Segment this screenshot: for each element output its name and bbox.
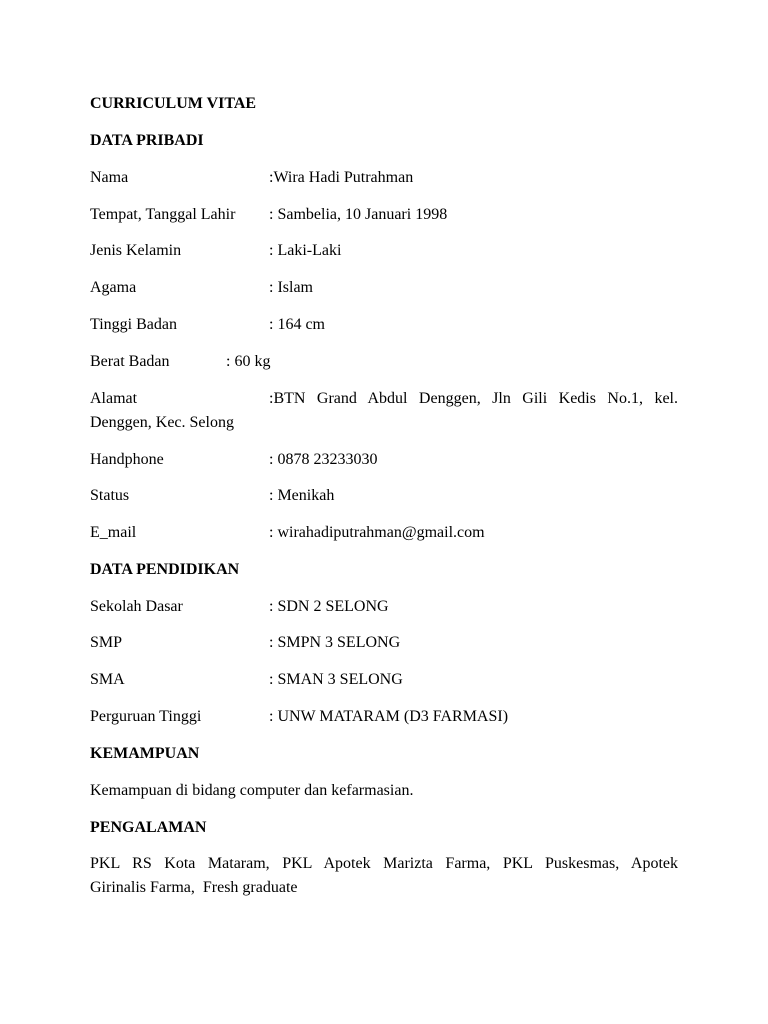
- label-smp: SMP: [90, 634, 123, 651]
- label-handphone: Handphone: [90, 451, 164, 468]
- label-sekolah-dasar: Sekolah Dasar: [90, 598, 183, 615]
- section-heading-data-pendidikan: DATA PENDIDIKAN: [90, 561, 240, 578]
- section-heading-pengalaman: PENGALAMAN: [90, 819, 207, 836]
- section-heading-data-pribadi: DATA PRIBADI: [90, 132, 204, 149]
- value-tempat-tanggal-lahir: : Sambelia, 10 Januari 1998: [269, 206, 448, 223]
- value-jenis-kelamin: : Laki-Laki: [269, 242, 342, 259]
- value-berat-badan: : 60 kg: [226, 353, 271, 370]
- label-berat-badan: Berat Badan: [90, 353, 170, 370]
- pengalaman-text-line1: PKL RS Kota Mataram, PKL Apotek Marizta Farma, PKL Puskesmas, Apotek: [90, 855, 678, 872]
- label-email: E_mail: [90, 524, 137, 541]
- document-title: CURRICULUM VITAE: [90, 95, 257, 112]
- kemampuan-text: Kemampuan di bidang computer dan kefarmasian.: [90, 782, 414, 799]
- value-nama: :Wira Hadi Putrahman: [269, 169, 414, 186]
- value-status: : Menikah: [269, 487, 335, 504]
- pengalaman-text-line2: Girinalis Farma, Fresh graduate: [90, 879, 298, 896]
- label-tempat-tanggal-lahir: Tempat, Tanggal Lahir: [90, 206, 236, 223]
- value-perguruan-tinggi: : UNW MATARAM (D3 FARMASI): [269, 708, 509, 725]
- value-tinggi-badan: : 164 cm: [269, 316, 325, 333]
- label-agama: Agama: [90, 279, 137, 296]
- value-handphone: : 0878 23233030: [269, 451, 378, 468]
- label-sma: SMA: [90, 671, 125, 688]
- label-status: Status: [90, 487, 130, 504]
- section-heading-kemampuan: KEMAMPUAN: [90, 745, 200, 762]
- value-agama: : Islam: [269, 279, 313, 296]
- label-perguruan-tinggi: Perguruan Tinggi: [90, 708, 202, 725]
- label-jenis-kelamin: Jenis Kelamin: [90, 242, 182, 259]
- label-alamat: Alamat: [90, 390, 138, 407]
- label-tinggi-badan: Tinggi Badan: [90, 316, 177, 333]
- label-nama: Nama: [90, 169, 129, 186]
- value-sma: : SMAN 3 SELONG: [269, 671, 403, 688]
- value-alamat-line1: :BTN Grand Abdul Denggen, Jln Gili Kedis No.1, kel.: [269, 390, 678, 407]
- value-email: : wirahadiputrahman@gmail.com: [269, 524, 485, 541]
- value-smp: : SMPN 3 SELONG: [269, 634, 401, 651]
- value-alamat-line2: Denggen, Kec. Selong: [90, 414, 234, 431]
- value-sekolah-dasar: : SDN 2 SELONG: [269, 598, 389, 615]
